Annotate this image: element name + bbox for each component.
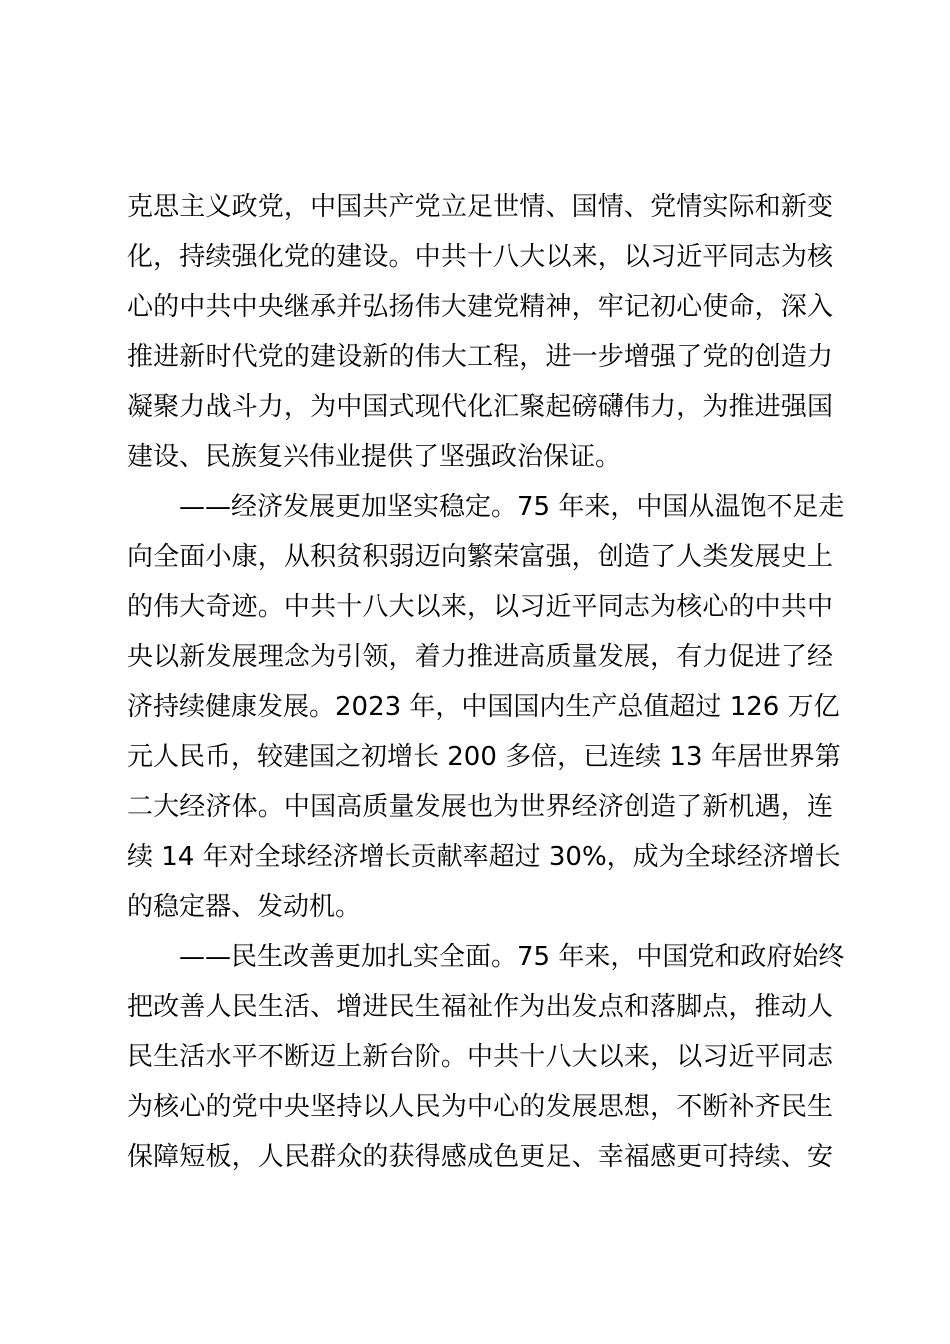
text-line: 建设、民族复兴伟业提供了坚强政治保证。 [127,442,622,472]
text-line: 的稳定器、发动机。 [127,892,362,922]
text-line: 二大经济体。中国高质量发展也为世界经济创造了新机遇，连 [127,792,833,822]
text-line: ——经济发展更加坚实稳定。75 年来，中国从温饱不足走 [179,492,845,522]
paragraph-economic-development [127,482,845,932]
text-line: 续 14 年对全球经济增长贡献率超过 30%，成为全球经济增长 [127,842,841,872]
document-body [127,182,845,1182]
text-line: 克思主义政党，中国共产党立足世情、国情、党情实际和新变 [127,192,833,222]
text-line: 心的中共中央继承并弘扬伟大建党精神，牢记初心使命，深入 [127,292,833,322]
text-line: ——民生改善更加扎实全面。75 年来，中国党和政府始终 [179,942,845,972]
text-line: 元人民币，较建国之初增长 200 多倍，已连续 13 年居世界第 [127,742,841,772]
text-line: 保障短板，人民群众的获得感成色更足、幸福感更可持续、安 [127,1142,833,1172]
paragraph-livelihood [127,932,845,1182]
text-line: 民生活水平不断迈上新台阶。中共十八大以来，以习近平同志 [127,1042,833,1072]
text-line: 为核心的党中央坚持以人民为中心的发展思想，不断补齐民生 [127,1092,833,1122]
text-line: 的伟大奇迹。中共十八大以来，以习近平同志为核心的中共中 [127,592,833,622]
text-line: 把改善人民生活、增进民生福祉作为出发点和落脚点，推动人 [127,992,833,1022]
text-line: 推进新时代党的建设新的伟大工程，进一步增强了党的创造力 [127,342,833,372]
text-line: 央以新发展理念为引领，着力推进高质量发展，有力促进了经 [127,642,833,672]
text-line: 化，持续强化党的建设。中共十八大以来，以习近平同志为核 [127,242,833,272]
text-line: 向全面小康，从积贫积弱迈向繁荣富强，创造了人类发展史上 [127,542,833,572]
text-line: 凝聚力战斗力，为中国式现代化汇聚起磅礴伟力，为推进强国 [127,392,833,422]
paragraph-party-building [127,182,833,482]
text-line: 济持续健康发展。2023 年，中国国内生产总值超过 126 万亿 [127,692,840,722]
